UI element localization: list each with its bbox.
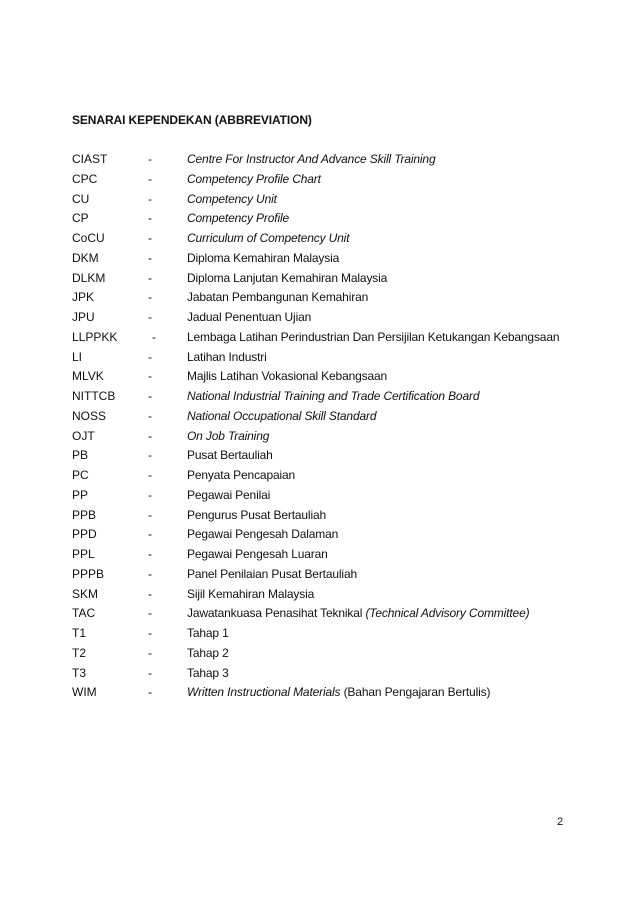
description-text: Jabatan Pembangunan Kemahiran: [187, 290, 369, 305]
abbreviation-row: [72, 150, 592, 170]
abbreviation-description: [187, 486, 270, 506]
abbreviation-separator: -: [148, 566, 152, 581]
abbreviation-description: [187, 348, 267, 368]
abbreviation-code: CPC: [72, 171, 98, 186]
abbreviation-code: T1: [72, 626, 87, 640]
description-text: Pegawai Penilai: [187, 487, 271, 502]
abbreviation-description: [187, 328, 559, 348]
abbreviation-code: TAC: [72, 606, 96, 621]
description-text: Panel Penilaian Pusat Bertauliah: [187, 566, 357, 581]
abbreviation-separator: -: [148, 428, 152, 443]
abbreviation-description: [187, 269, 387, 289]
abbreviation-row: [72, 506, 592, 526]
abbreviation-description: [187, 229, 349, 249]
abbreviation-description: [187, 249, 339, 269]
abbreviation-code: OJT: [72, 428, 95, 443]
description-text: Pegawai Pengesah Dalaman: [187, 527, 339, 542]
abbreviation-description: [187, 545, 328, 565]
abbreviation-row: [72, 407, 592, 427]
abbreviation-code: PPL: [72, 547, 95, 561]
description-text: Pegawai Pengesah Luaran: [187, 547, 328, 561]
description-text: Competency Profile: [187, 211, 290, 226]
abbreviation-code: PPPB: [72, 566, 105, 581]
abbreviation-code: PPD: [72, 527, 97, 542]
description-text: Tahap 1: [187, 626, 229, 640]
abbreviation-row: [72, 249, 592, 269]
abbreviation-separator: -: [148, 507, 152, 522]
abbreviation-row: [72, 190, 592, 210]
abbreviation-row: [72, 545, 592, 565]
abbreviation-separator: -: [148, 527, 152, 542]
abbreviation-code: LI: [72, 349, 83, 364]
abbreviation-separator: -: [148, 231, 152, 245]
description-text: Tahap 2: [187, 645, 229, 660]
abbreviation-code: PC: [72, 468, 89, 482]
abbreviation-code: NITTCB: [72, 389, 116, 403]
abbreviation-description: [187, 407, 376, 427]
abbreviation-separator: -: [148, 349, 152, 364]
description-text: Penyata Pencapaian: [187, 468, 296, 482]
abbreviation-row: [72, 367, 592, 387]
description-text: Pusat Bertauliah: [187, 448, 273, 463]
abbreviation-separator: -: [148, 152, 152, 166]
description-text: Majlis Latihan Vokasional Kebangsaan: [187, 369, 388, 384]
abbreviation-description: [187, 308, 311, 328]
abbreviation-description: [187, 664, 229, 684]
abbreviation-row: [72, 446, 592, 466]
description-text: Competency Unit: [187, 191, 277, 206]
abbreviation-code: LLPPKK: [72, 329, 118, 344]
abbreviation-description: [187, 585, 314, 605]
abbreviation-row: [72, 288, 592, 308]
abbreviation-code: NOSS: [72, 408, 107, 423]
abbreviation-description: [187, 427, 269, 447]
abbreviation-code: SKM: [72, 586, 99, 601]
abbreviation-separator: -: [148, 369, 152, 384]
description-text: On Job Training: [187, 428, 270, 443]
abbreviation-separator: -: [148, 665, 152, 680]
abbreviation-separator: -: [148, 645, 152, 660]
description-text: (Bahan Pengajaran Bertulis): [340, 685, 491, 700]
abbreviation-code: PPB: [72, 507, 97, 522]
abbreviation-row: [72, 209, 592, 229]
abbreviation-separator: -: [148, 468, 152, 482]
abbreviation-separator: -: [148, 586, 152, 601]
description-text: Written Instructional Materials: [187, 685, 341, 700]
abbreviation-code: CP: [72, 211, 89, 226]
abbreviation-description: [187, 525, 338, 545]
abbreviation-separator: -: [148, 547, 152, 561]
abbreviation-row: [72, 565, 592, 585]
abbreviation-row: [72, 269, 592, 289]
abbreviation-separator: -: [148, 408, 152, 423]
abbreviation-row: [72, 486, 592, 506]
abbreviation-row: [72, 624, 592, 644]
description-text: National Occupational Skill Standard: [187, 408, 377, 423]
abbreviation-separator: -: [148, 171, 152, 186]
abbreviation-row: [72, 170, 592, 190]
description-text: Jawatankuasa Penasihat Teknikal: [187, 606, 366, 621]
abbreviation-row: [72, 466, 592, 486]
abbreviation-description: [187, 367, 387, 387]
abbreviation-code: DKM: [72, 250, 99, 265]
description-text: Competency Profile Chart: [187, 171, 321, 186]
abbreviation-description: [187, 683, 490, 703]
abbreviation-code: CIAST: [72, 152, 108, 166]
page-title: SENARAI KEPENDEKAN (ABBREVIATION): [72, 113, 312, 127]
abbreviation-code: JPU: [72, 310, 95, 324]
abbreviation-row: [72, 664, 592, 684]
description-text: Sijil Kemahiran Malaysia: [187, 586, 315, 601]
abbreviation-description: [187, 150, 435, 170]
abbreviation-row: [72, 604, 592, 624]
abbreviation-code: T3: [72, 665, 87, 680]
abbreviation-separator: -: [148, 389, 152, 403]
abbreviation-description: [187, 506, 326, 526]
abbreviation-description: [187, 446, 273, 466]
abbreviation-code: PB: [72, 448, 89, 463]
abbreviation-description: [187, 288, 368, 308]
abbreviation-separator: -: [148, 270, 152, 285]
abbreviation-code: PP: [72, 487, 89, 502]
abbreviation-row: [72, 328, 592, 348]
abbreviation-description: [187, 624, 229, 644]
abbreviation-code: T2: [72, 645, 87, 660]
abbreviation-code: DLKM: [72, 270, 106, 285]
abbreviation-code: CoCU: [72, 231, 105, 245]
abbreviation-description: [187, 209, 289, 229]
abbreviation-row: [72, 387, 592, 407]
abbreviation-row: [72, 348, 592, 368]
abbreviation-row: [72, 308, 592, 328]
abbreviation-code: JPK: [72, 290, 95, 305]
abbreviation-description: [187, 190, 277, 210]
abbreviation-row: [72, 427, 592, 447]
abbreviation-description: [187, 604, 529, 624]
abbreviation-separator: -: [148, 211, 152, 226]
abbreviation-separator: -: [152, 329, 156, 344]
abbreviation-separator: -: [148, 191, 152, 206]
abbreviation-row: [72, 585, 592, 605]
abbreviation-description: [187, 565, 357, 585]
abbreviation-separator: -: [148, 310, 152, 324]
abbreviation-separator: -: [148, 626, 152, 640]
abbreviation-row: [72, 525, 592, 545]
abbreviation-description: [187, 170, 321, 190]
abbreviation-description: [187, 466, 295, 486]
abbreviation-separator: -: [148, 290, 152, 305]
abbreviation-separator: -: [148, 487, 152, 502]
description-text: Latihan Industri: [187, 349, 267, 364]
description-text: Centre For Instructor And Advance Skill Training: [187, 152, 436, 166]
abbreviation-separator: -: [148, 250, 152, 265]
description-text: (Technical Advisory Committee): [365, 606, 530, 621]
abbreviation-description: [187, 387, 479, 407]
abbreviation-separator: -: [148, 606, 152, 621]
description-text: Diploma Kemahiran Malaysia: [187, 250, 340, 265]
abbreviation-separator: -: [148, 448, 152, 463]
abbreviation-row: [72, 683, 592, 703]
abbreviation-row: [72, 229, 592, 249]
abbreviation-row: [72, 644, 592, 664]
abbreviation-code: WIM: [72, 685, 97, 700]
description-text: Jadual Penentuan Ujian: [187, 310, 312, 324]
abbreviation-code: MLVK: [72, 369, 104, 384]
page-number: 2: [557, 816, 564, 828]
abbreviation-description: [187, 644, 229, 664]
abbreviation-list: [72, 150, 592, 703]
abbreviation-code: CU: [72, 191, 90, 206]
description-text: Lembaga Latihan Perindustrian Dan Persijilan Ketukangan Kebangsaan: [187, 329, 560, 344]
description-text: Tahap 3: [187, 665, 229, 680]
description-text: Pengurus Pusat Bertauliah: [187, 507, 327, 522]
description-text: Diploma Lanjutan Kemahiran Malaysia: [187, 270, 388, 285]
description-text: Curriculum of Competency Unit: [187, 231, 350, 245]
abbreviation-separator: -: [148, 685, 152, 700]
description-text: National Industrial Training and Trade Certification Board: [187, 389, 480, 403]
